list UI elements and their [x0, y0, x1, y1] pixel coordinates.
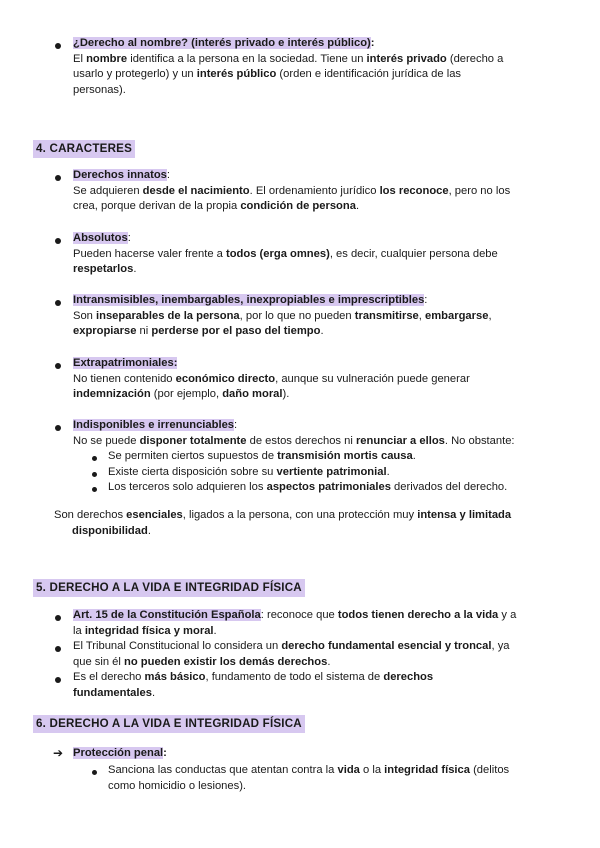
intro-line-1: El nombre identifica a la persona en la sociedad. Tiene un interés privado (derecho a [73, 52, 504, 65]
section-5-item-1: Art. 15 de la Constitución Española: reconoce que todos tienen derecho a la vida y a la integridad física y moral. [73, 609, 517, 637]
intransmisibles-title: Intransmisibles, inembargables, inexpropiables e imprescriptibles [73, 294, 425, 306]
intro-line-2: usarlo y protegerlo) y un interés público (orden e identificación jurídica de las [73, 68, 462, 81]
section-5-item-2: El Tribunal Constitucional lo considera un derecho fundamental esencial y troncal, ya que sin él no pueden existir los demás derechos. [73, 640, 510, 668]
indisponibles-sub-2: Existe cierta disposición sobre su vertiente patrimonial. [108, 466, 390, 478]
intro-block: ¿Derecho al nombre? (interés privado e interés público): El nombre identifica a la persona en la sociedad. Tiene un interés privado (derecho a usarlo y protegerlo) y un interés público (orden e identificación jurídica de las personas). [73, 36, 573, 98]
absolutos-block: Absolutos: Pueden hacerse valer frente a todos (erga omnes), es decir, cualquier persona debe respetarlos. [73, 232, 498, 276]
sub-bullet [92, 472, 97, 477]
summary-paragraph: Son derechos esenciales, ligados a la persona, con una protección muy intensa y limitada disponibilidad. [54, 509, 512, 537]
bullet [55, 677, 61, 683]
indisponibles-block: Indisponibles e irrenunciables: No se puede disponer totalmente de estos derechos ni renunciar a ellos. No obstante: [73, 419, 515, 447]
absolutos-title: Absolutos [73, 232, 128, 244]
section-5-heading: 5. DERECHO A LA VIDA E INTEGRIDAD FÍSICA [33, 579, 305, 597]
proteccion-penal-item: Sanciona las conductas que atentan contra la vida o la integridad física (delitos como homicidio o lesiones). [108, 764, 510, 792]
indisponibles-sub-3: Los terceros solo adquieren los aspectos patrimoniales derivados del derecho. [108, 481, 508, 493]
sub-bullet [92, 456, 97, 461]
section-5-item-3: Es el derecho más básico, fundamento de todo el sistema de derechos fundamentales. [73, 671, 434, 699]
innatos-block: Derechos innatos: Se adquieren desde el nacimiento. El ordenamiento jurídico los reconoce, pero no los crea, porque derivan de la propia condición de persona. [73, 169, 511, 213]
bullet [55, 300, 61, 306]
indisponibles-title: Indisponibles e irrenunciables [73, 419, 235, 431]
extrapatrimoniales-title: Extrapatrimoniales: [73, 357, 178, 369]
section-6-heading: 6. DERECHO A LA VIDA E INTEGRIDAD FÍSICA [33, 715, 305, 733]
extrapatrimoniales-block: Extrapatrimoniales: No tienen contenido económico directo, aunque su vulneración puede generar indemnización (por ejemplo, daño moral). [73, 357, 470, 401]
intransmisibles-block: Intransmisibles, inembargables, inexpropiables e imprescriptibles: Son inseparables de la persona, por lo que no pueden transmitirse, embargarse, expropiarse ni perderse por el paso del tiempo. [73, 294, 492, 338]
intro-line-3: personas). [73, 83, 126, 96]
innatos-title: Derechos innatos [73, 169, 167, 181]
bullet [55, 363, 61, 369]
indisponibles-sub-1: Se permiten ciertos supuestos de transmisión mortis causa. [108, 450, 416, 462]
section-4-heading: 4. CARACTERES [33, 140, 135, 158]
bullet [55, 43, 61, 49]
sub-bullet [92, 770, 97, 775]
intro-title: ¿Derecho al nombre? (interés privado e interés público) [73, 37, 371, 49]
proteccion-penal-title: Protección penal: [73, 747, 167, 759]
bullet [55, 615, 61, 621]
arrow-icon: ➔ [53, 746, 64, 760]
sub-bullet [92, 487, 97, 492]
bullet [55, 175, 61, 181]
bullet [55, 238, 61, 244]
bullet [55, 646, 61, 652]
bullet [55, 425, 61, 431]
